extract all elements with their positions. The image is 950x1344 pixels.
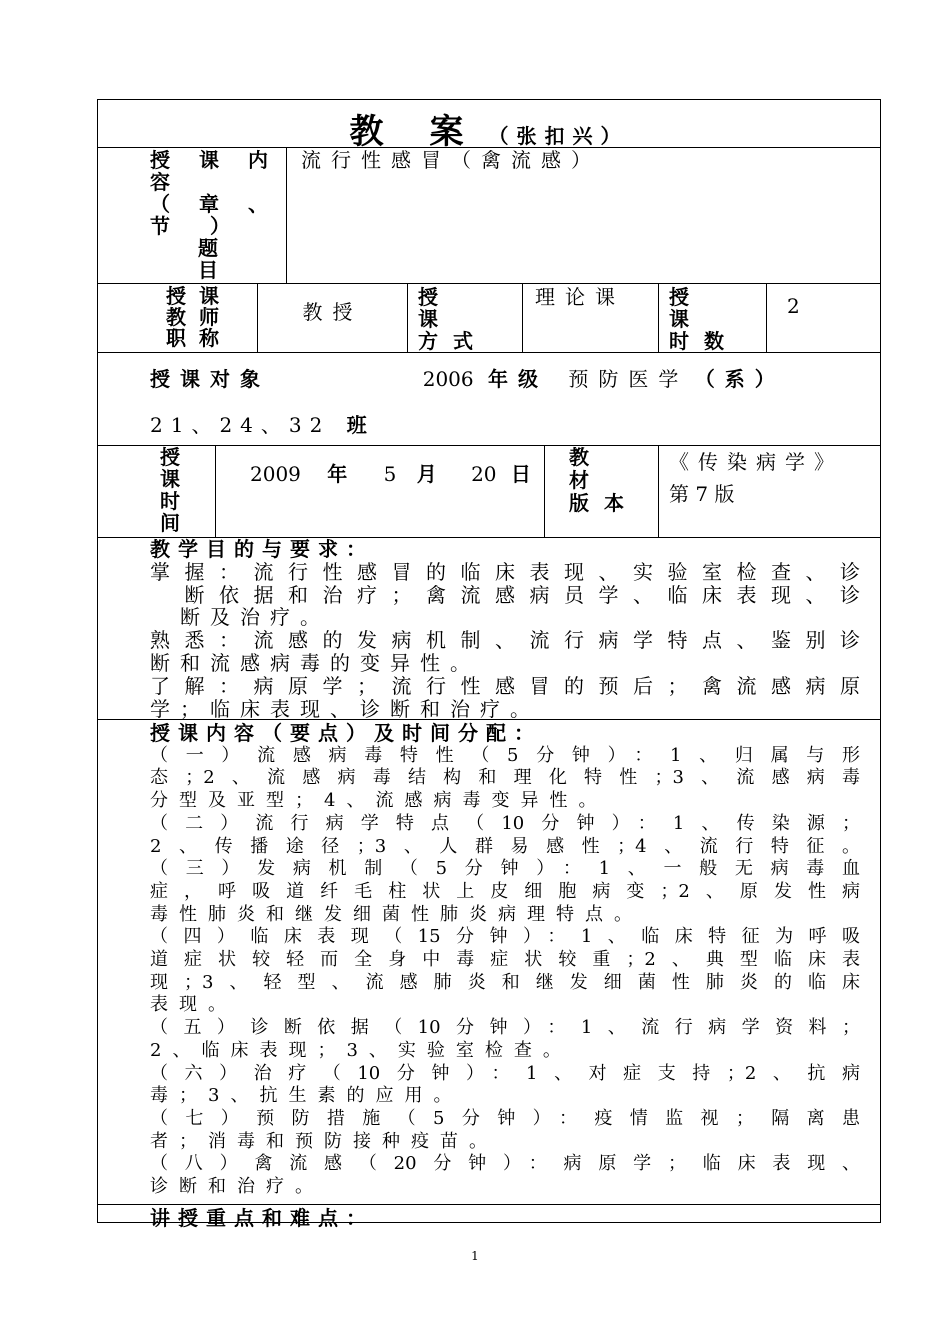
title-main: 教 案 xyxy=(349,112,470,152)
outline-line: （三）发病机制（5分钟）：1、一般无病毒血 xyxy=(150,858,860,880)
outline-line: 症，呼吸道纤毛柱状上皮细胞病变；2、原发性病 xyxy=(150,880,860,902)
outline-line: （六）治疗（10分钟）：1、对症支持；2、抗病 xyxy=(150,1062,860,1084)
goals-row xyxy=(98,538,880,720)
target-classes: 21、24、32 xyxy=(150,413,331,437)
teacher-title-label xyxy=(98,284,258,352)
goals-line: 熟悉：流感的发病机制、流行病学特点、鉴别诊 xyxy=(150,628,860,653)
method-label-line: 授 课 xyxy=(418,285,490,331)
outline-row xyxy=(98,720,880,1205)
content-label-line: 容 xyxy=(150,170,170,194)
outline-line: （五）诊断依据（10分钟）：1、流行病学资料； xyxy=(150,1017,860,1039)
title-author: （张扣兴） xyxy=(488,124,629,148)
goals-line: 断依据和治疗；禽流感病员学、临床表现、诊 xyxy=(150,582,860,607)
teacher-title-label-line: 职 称 xyxy=(166,326,222,350)
target-major: 预防医学 xyxy=(568,367,689,391)
book-label xyxy=(545,446,659,537)
book-label-line: 教 材 xyxy=(569,445,617,492)
goals-line: 断及治疗。 xyxy=(150,605,330,630)
target-year: 2006 xyxy=(422,367,474,391)
time-value-cell xyxy=(216,446,545,537)
outline-line: 道症状较轻而全身中毒症状较重；2、典型临床表 xyxy=(150,949,860,971)
time-day: 20 xyxy=(471,462,497,486)
hours-value-cell xyxy=(767,284,880,352)
content-row xyxy=(98,148,880,284)
teacher-title-label-line: 教 师 xyxy=(166,305,222,329)
content-value-cell xyxy=(287,148,880,283)
method-value: 理论课 xyxy=(535,285,625,309)
teacher-title-value-cell xyxy=(258,284,408,352)
content-value: 流行性感冒（禽流感） xyxy=(301,148,601,172)
page-number: 1 xyxy=(471,1249,479,1263)
time-label-line: 时 xyxy=(160,489,180,513)
teacher-row xyxy=(98,284,880,353)
time-row xyxy=(98,446,880,538)
book-name: 《传染病学》 xyxy=(669,450,843,474)
outline-line: 者；消毒和预防接种疫苗。 xyxy=(150,1130,498,1152)
content-label-line: 授 课 内 xyxy=(150,148,268,172)
outline-line: 毒；3、抗生素的应用。 xyxy=(150,1085,463,1107)
outline-line: （八）禽流感（20分钟）：病原学；临床表现、 xyxy=(150,1153,860,1175)
time-month: 5 xyxy=(383,462,397,486)
hours-value: 2 xyxy=(787,294,800,318)
time-month-unit: 月 xyxy=(416,462,437,486)
outline-line: 诊断和治疗。 xyxy=(150,1176,324,1198)
book-edition: 第 7 版 xyxy=(669,482,735,506)
target-label: 授课对象 xyxy=(150,367,270,391)
book-value-cell xyxy=(659,446,880,537)
key-points-heading: 讲授重点和难点： xyxy=(150,1206,374,1230)
content-label-line: 题 xyxy=(198,236,218,260)
outline-line: 毒性肺炎和继发细菌性肺炎病理特点。 xyxy=(150,903,643,925)
teacher-title-value: 教授 xyxy=(302,300,363,324)
outline-line: 2、传播途径；3、人群易感性；4、流行特征。 xyxy=(150,835,860,857)
time-label-line: 间 xyxy=(160,511,180,535)
hours-label xyxy=(659,284,767,352)
content-label-line: 节 ） xyxy=(150,214,240,238)
time-year-unit: 年 xyxy=(327,462,348,486)
time-day-unit: 日 xyxy=(510,462,531,486)
target-year-unit: 年级 xyxy=(487,367,548,391)
goals-line: 学；临床表现、诊断和治疗。 xyxy=(150,696,540,721)
outline-line: 表现。 xyxy=(150,994,237,1016)
teacher-title-label-line: 授 课 xyxy=(166,284,222,308)
book-label-line: 版 本 xyxy=(569,491,628,515)
outline-heading: 授课内容（要点）及时间分配： xyxy=(150,721,542,745)
hours-label-line: 时 数 xyxy=(669,329,728,353)
hours-label-line: 授 课 xyxy=(669,285,741,331)
time-label-line: 课 xyxy=(160,467,180,491)
content-label-line: （ 章 、 xyxy=(150,192,268,216)
time-label xyxy=(98,446,216,537)
key-points-row xyxy=(98,1205,880,1230)
outline-line: （七）预防措施（5分钟）：疫情监视；隔离患 xyxy=(150,1107,860,1129)
goals-line: 了解：病原学；流行性感冒的预后；禽流感病原 xyxy=(150,673,860,698)
content-label xyxy=(98,148,287,283)
outline-line: 现；3、轻型、流感肺炎和继发细菌性肺炎的临床 xyxy=(150,971,860,993)
title-row xyxy=(98,100,880,152)
content-label-line: 目 xyxy=(198,258,218,282)
outline-line: 分型及亚型；4、流感病毒变异性。 xyxy=(150,790,608,812)
outline-line: 2、临床表现；3、实验室检查。 xyxy=(150,1039,572,1061)
target-class-unit: 班 xyxy=(346,413,367,437)
outline-line: 态；2、流感病毒结构和理化特性；3、流感病毒 xyxy=(150,767,860,789)
goals-line: 断和流感病毒的变异性。 xyxy=(150,650,480,675)
time-year: 2009 xyxy=(250,462,301,486)
method-value-cell xyxy=(523,284,659,352)
method-label-line: 方 式 xyxy=(418,329,477,353)
lesson-plan-table xyxy=(97,99,881,1230)
target-dept: （系） xyxy=(694,367,785,391)
outline-line: （一）流感病毒特性（5分钟）：1、归属与形 xyxy=(150,744,860,766)
goals-line: 掌握：流行性感冒的临床表现、实验室检查、诊 xyxy=(150,559,860,584)
method-label xyxy=(408,284,523,352)
outline-line: （四）临床表现（15分钟）：1、临床特征为呼吸 xyxy=(150,926,860,948)
goals-heading: 教学目的与要求： xyxy=(150,537,374,561)
outline-line: （二）流行病学特点（10分钟）：1、传染源； xyxy=(150,812,860,834)
target-row xyxy=(98,353,880,446)
time-label-line: 授 xyxy=(160,445,180,469)
